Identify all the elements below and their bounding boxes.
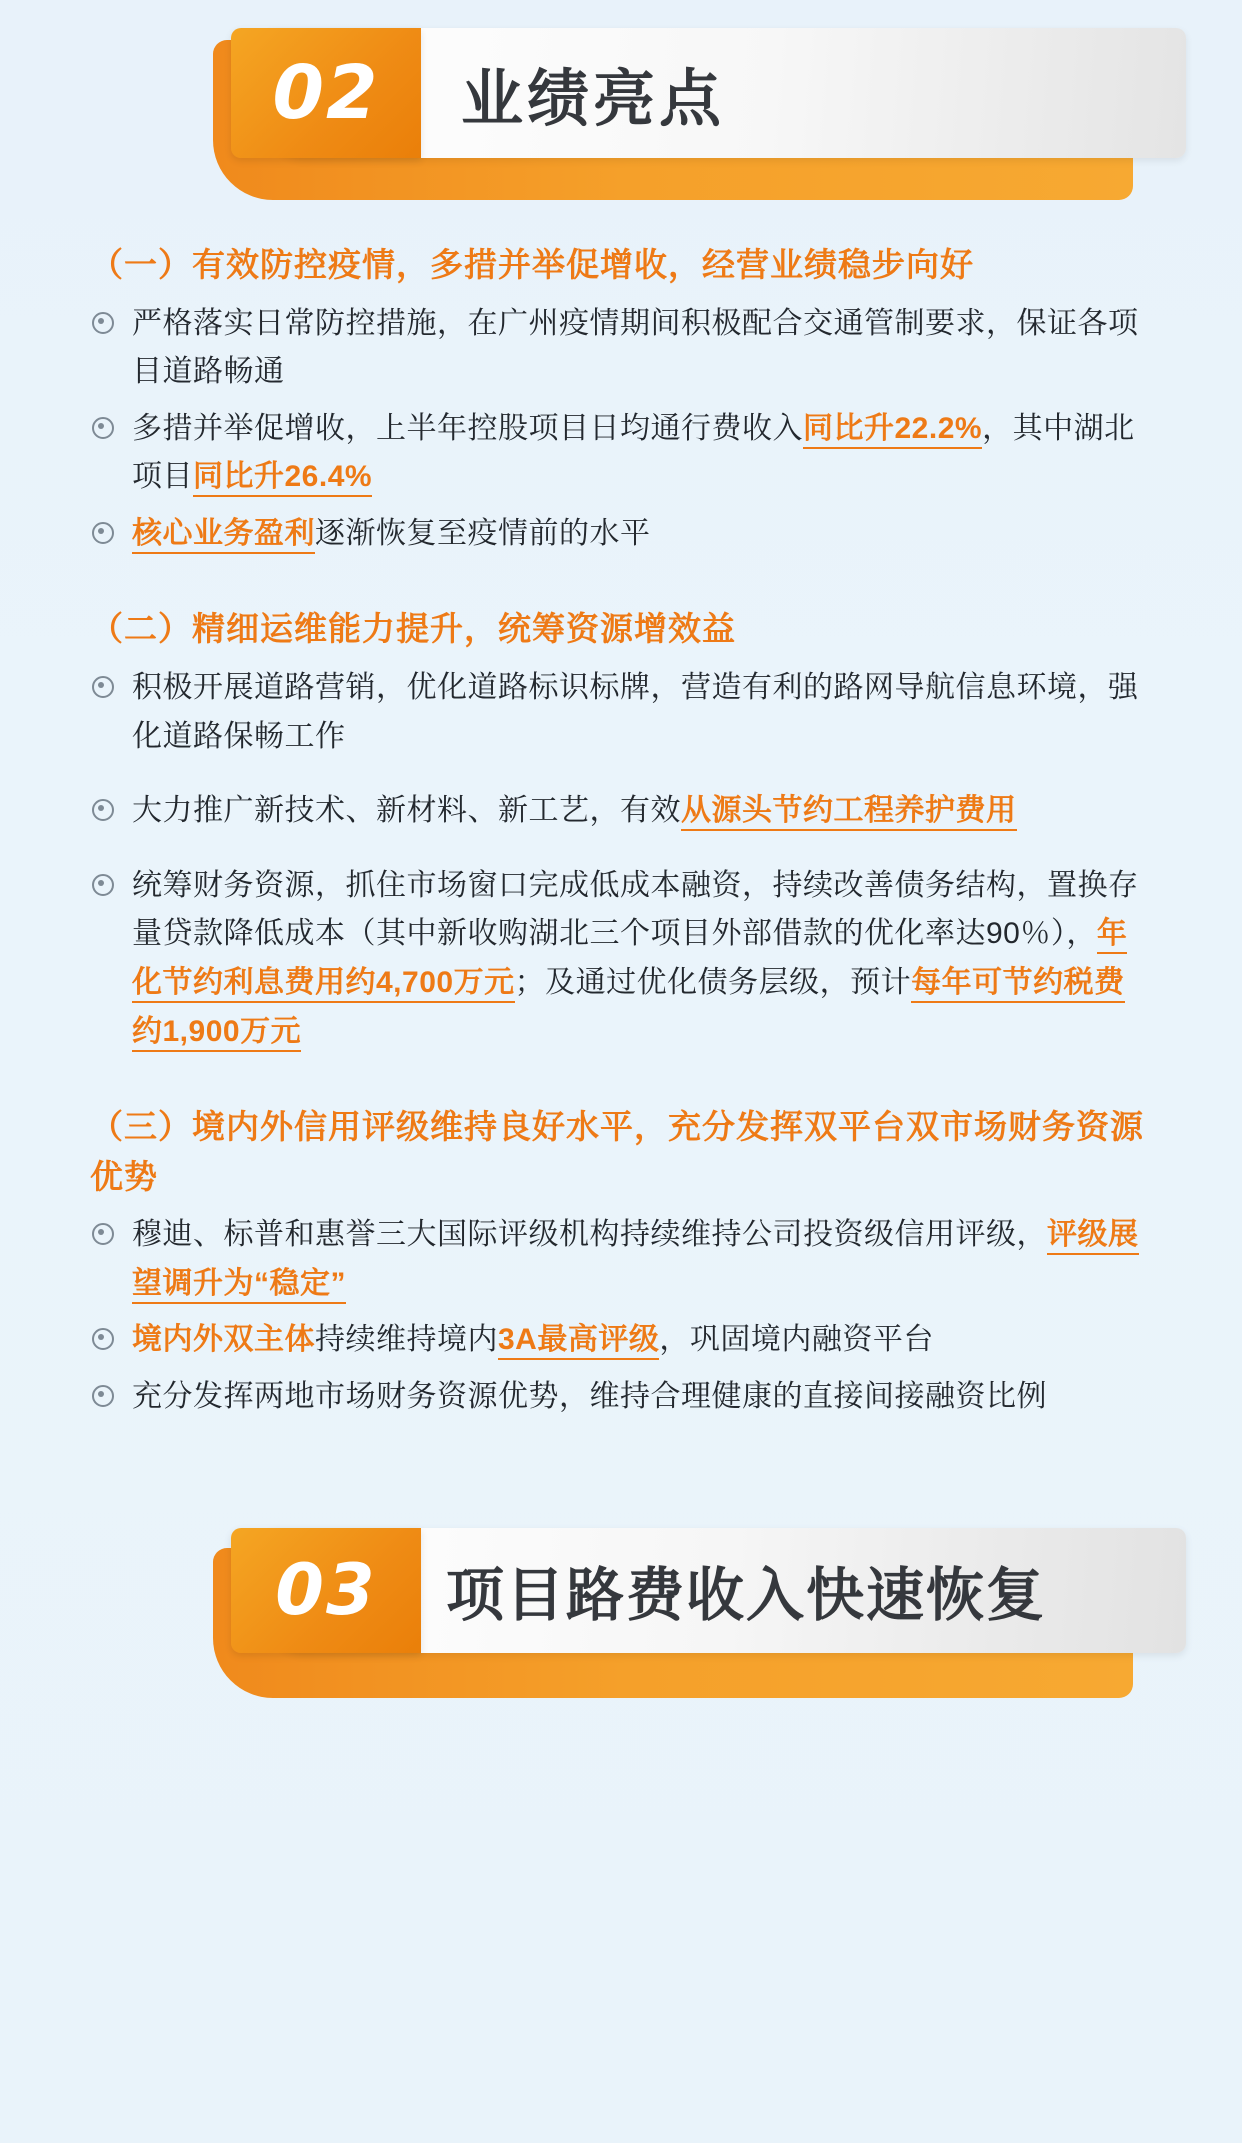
list-item [90, 787, 1152, 836]
bullet-marker-icon [92, 1328, 114, 1350]
bullet-text: ；及通过优化债务层级，预计 [514, 965, 912, 999]
group-two-bullets [90, 664, 1152, 1056]
bullet-text: 积极开展道路营销，优化道路标识标牌，营造有利的路网导航信息环境，强化道路保畅工作 [132, 670, 1139, 753]
section-banner [91, 0, 1151, 200]
bullet-text: 持续维持境内 [315, 1323, 498, 1357]
highlight-value: 同比升26.4% [193, 460, 372, 497]
group-two-heading: （二）精细运维能力提升，统筹资源增效益 [90, 610, 736, 648]
section-number: 02 [272, 50, 380, 136]
list-item [90, 510, 1152, 559]
next-section-number-badge [231, 1528, 421, 1653]
group-two [90, 604, 1152, 1056]
bullet-marker-icon [92, 522, 114, 544]
highlight-value: 3A最高评级 [498, 1323, 659, 1360]
next-section-title: 项目路费收入快速恢复 [446, 1563, 1047, 1628]
bullet-text: 逐渐恢复至疫情前的水平 [315, 516, 651, 550]
list-item [90, 664, 1152, 761]
bullet-marker-icon [92, 1385, 114, 1407]
bullet-marker-icon [92, 417, 114, 439]
highlight-value: 核心业务盈利 [132, 517, 315, 554]
section-title: 业绩亮点 [461, 64, 726, 134]
bullet-marker-icon [92, 676, 114, 698]
bullet-marker-icon [92, 1223, 114, 1245]
bullet-text: ，巩固境内融资平台 [659, 1323, 934, 1357]
highlight-value: 评级展望调升为“稳定” [132, 1218, 1139, 1304]
bullet-marker-icon [92, 874, 114, 896]
bullet-marker-icon [92, 312, 114, 334]
group-three-heading: （三）境内外信用评级维持良好水平，充分发挥双平台双市场财务资源优势 [90, 1108, 1144, 1195]
bullet-text: 大力推广新技术、新材料、新工艺，有效 [132, 794, 681, 828]
next-section-number: 03 [275, 1549, 377, 1631]
highlight-value: 同比升22.2% [803, 412, 982, 449]
bullet-marker-icon [92, 799, 114, 821]
content-body [0, 200, 1242, 1478]
bullet-text: 充分发挥两地市场财务资源优势，维持合理健康的直接间接融资比例 [132, 1379, 1047, 1413]
group-three [90, 1102, 1152, 1421]
highlight-value: 年化节约利息费用约4,700万元 [132, 917, 1127, 1003]
group-one-heading: （一）有效防控疫情，多措并举促增收，经营业绩稳步向好 [90, 246, 974, 283]
list-item [90, 1211, 1152, 1308]
next-section-banner [91, 1508, 1151, 1698]
group-three-bullets [90, 1211, 1152, 1421]
highlight-value: 每年可节约税费约1,900万元 [132, 966, 1125, 1052]
bullet-text: 严格落实日常防控措施，在广州疫情期间积极配合交通管制要求，保证各项目道路畅通 [132, 306, 1139, 389]
group-one [90, 240, 1152, 558]
list-item [90, 405, 1152, 502]
list-item [90, 1373, 1152, 1422]
section-number-badge [231, 28, 421, 158]
bullet-text: 多措并举促增收，上半年控股项目日均通行费收入 [132, 411, 803, 445]
bullet-text: ，其中湖北项目 [132, 411, 1135, 494]
list-item [90, 862, 1152, 1056]
bullet-text: 穆迪、标普和惠誉三大国际评级机构持续维持公司投资级信用评级， [132, 1218, 1047, 1252]
bullet-text: 统筹财务资源，抓住市场窗口完成低成本融资，持续改善债务结构，置换存量贷款降低成本（其中新收购湖北三个项目外部借款的优化率达90％）， [132, 868, 1139, 951]
list-item [90, 1316, 1152, 1365]
highlight-value: 境内外双主体 [132, 1323, 315, 1357]
group-one-bullets [90, 300, 1152, 559]
list-item [90, 300, 1152, 397]
highlight-value: 从源头节约工程养护费用 [681, 794, 1017, 831]
